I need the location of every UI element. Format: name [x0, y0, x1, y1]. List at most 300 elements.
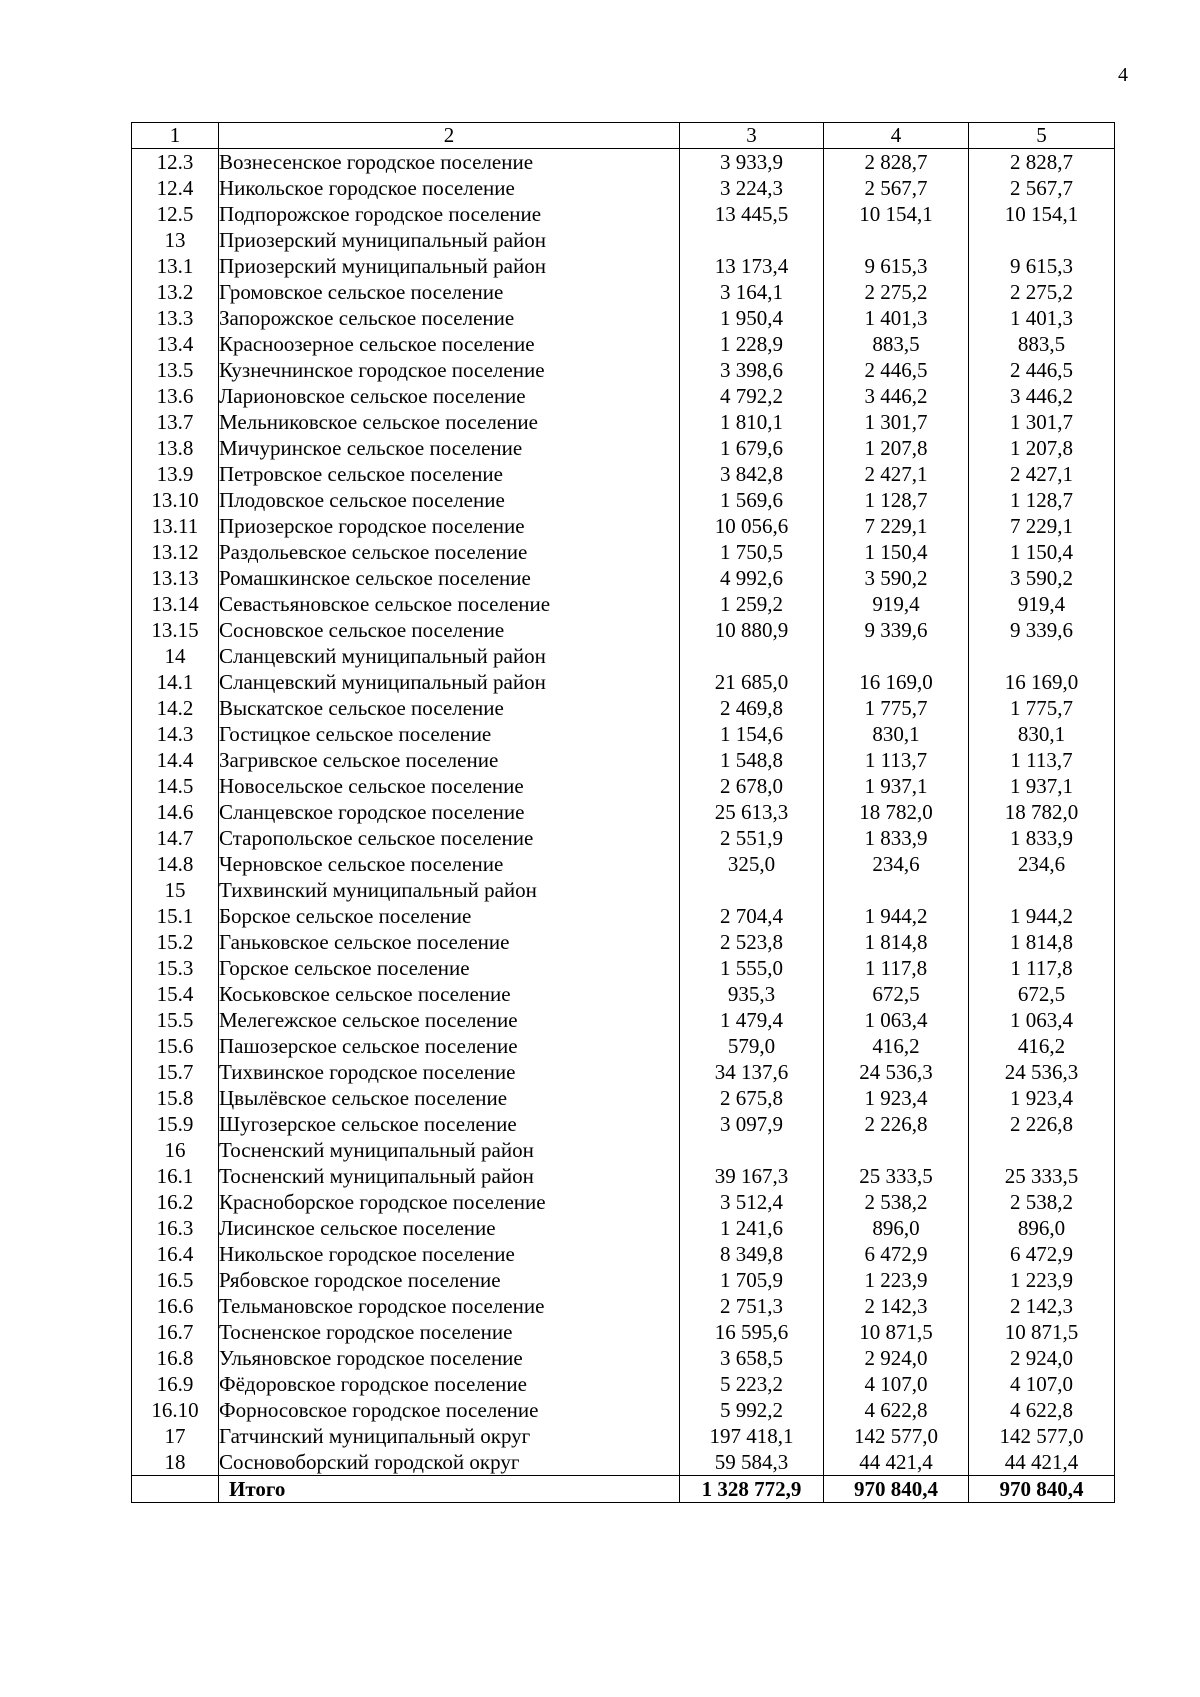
row-number: 13.4 — [132, 331, 219, 357]
value-col3: 3 164,1 — [680, 279, 824, 305]
value-col5: 10 154,1 — [969, 201, 1115, 227]
row-number: 15.9 — [132, 1111, 219, 1137]
value-col4: 4 622,8 — [824, 1397, 969, 1423]
settlement-name: Подпорожское городское поселение — [219, 201, 680, 227]
value-col5: 1 814,8 — [969, 929, 1115, 955]
table-header — [132, 123, 1115, 149]
row-number: 16.6 — [132, 1293, 219, 1319]
value-col3: 4 992,6 — [680, 565, 824, 591]
value-col5: 1 128,7 — [969, 487, 1115, 513]
value-col5: 1 113,7 — [969, 747, 1115, 773]
value-col5: 7 229,1 — [969, 513, 1115, 539]
table-row — [132, 1397, 1115, 1423]
value-col3: 13 445,5 — [680, 201, 824, 227]
value-col3: 1 750,5 — [680, 539, 824, 565]
row-number: 14.4 — [132, 747, 219, 773]
settlement-name: Ларионовское сельское поселение — [219, 383, 680, 409]
settlement-name: Сланцевский муниципальный район — [219, 669, 680, 695]
table-row — [132, 825, 1115, 851]
value-col4: 2 275,2 — [824, 279, 969, 305]
value-col4: 3 590,2 — [824, 565, 969, 591]
table-row — [132, 1163, 1115, 1189]
table-row — [132, 851, 1115, 877]
value-col3: 34 137,6 — [680, 1059, 824, 1085]
settlement-name: Тихвинское городское поселение — [219, 1059, 680, 1085]
settlement-name: Пашозерское сельское поселение — [219, 1033, 680, 1059]
value-col5 — [969, 227, 1115, 253]
row-number: 15.7 — [132, 1059, 219, 1085]
table-row — [132, 643, 1115, 669]
row-number: 14.7 — [132, 825, 219, 851]
row-number: 16.8 — [132, 1345, 219, 1371]
row-number: 15.6 — [132, 1033, 219, 1059]
row-number: 18 — [132, 1449, 219, 1476]
value-col4 — [824, 643, 969, 669]
value-col4: 1 063,4 — [824, 1007, 969, 1033]
value-col3: 5 223,2 — [680, 1371, 824, 1397]
value-col3: 3 097,9 — [680, 1111, 824, 1137]
value-col5: 1 775,7 — [969, 695, 1115, 721]
value-col5: 2 828,7 — [969, 149, 1115, 176]
settlement-name: Приозерский муниципальный район — [219, 227, 680, 253]
row-number: 15.1 — [132, 903, 219, 929]
settlement-name: Коськовское сельское поселение — [219, 981, 680, 1007]
row-number: 13.1 — [132, 253, 219, 279]
settlement-name: Плодовское сельское поселение — [219, 487, 680, 513]
value-col3: 21 685,0 — [680, 669, 824, 695]
value-col3: 1 548,8 — [680, 747, 824, 773]
value-col3 — [680, 877, 824, 903]
table-row — [132, 1215, 1115, 1241]
table-row — [132, 1423, 1115, 1449]
value-col4: 1 150,4 — [824, 539, 969, 565]
row-number: 15.4 — [132, 981, 219, 1007]
value-col4: 2 567,7 — [824, 175, 969, 201]
value-col3: 1 810,1 — [680, 409, 824, 435]
value-col4: 1 113,7 — [824, 747, 969, 773]
value-col4: 2 446,5 — [824, 357, 969, 383]
settlement-name: Загривское сельское поселение — [219, 747, 680, 773]
table-row — [132, 1241, 1115, 1267]
table-row — [132, 357, 1115, 383]
settlement-name: Фёдоровское городское поселение — [219, 1371, 680, 1397]
total-value-col3: 1 328 772,9 — [680, 1476, 824, 1503]
value-col3: 2 469,8 — [680, 695, 824, 721]
settlement-name: Тосненский муниципальный район — [219, 1163, 680, 1189]
value-col5: 2 226,8 — [969, 1111, 1115, 1137]
row-number: 14.5 — [132, 773, 219, 799]
value-col4: 2 226,8 — [824, 1111, 969, 1137]
value-col5 — [969, 1137, 1115, 1163]
value-col4: 1 401,3 — [824, 305, 969, 331]
row-number: 13.12 — [132, 539, 219, 565]
value-col4: 7 229,1 — [824, 513, 969, 539]
row-number: 14.2 — [132, 695, 219, 721]
value-col4: 10 871,5 — [824, 1319, 969, 1345]
value-col4: 142 577,0 — [824, 1423, 969, 1449]
table-row — [132, 201, 1115, 227]
value-col4: 9 615,3 — [824, 253, 969, 279]
value-col3: 10 056,6 — [680, 513, 824, 539]
settlement-name: Новосельское сельское поселение — [219, 773, 680, 799]
value-col5: 1 063,4 — [969, 1007, 1115, 1033]
settlement-name: Сланцевский муниципальный район — [219, 643, 680, 669]
table-row — [132, 903, 1115, 929]
settlement-name: Форносовское городское поселение — [219, 1397, 680, 1423]
value-col5: 1 923,4 — [969, 1085, 1115, 1111]
settlement-name: Выскатское сельское поселение — [219, 695, 680, 721]
row-number: 15.3 — [132, 955, 219, 981]
value-col4: 3 446,2 — [824, 383, 969, 409]
header-col-5: 5 — [969, 123, 1115, 149]
value-col3: 3 658,5 — [680, 1345, 824, 1371]
table-footer — [132, 1476, 1115, 1503]
table-row — [132, 409, 1115, 435]
total-row — [132, 1476, 1115, 1503]
header-col-4: 4 — [824, 123, 969, 149]
value-col5: 883,5 — [969, 331, 1115, 357]
row-number: 13.3 — [132, 305, 219, 331]
settlement-name: Никольское городское поселение — [219, 1241, 680, 1267]
table-row — [132, 981, 1115, 1007]
table-row — [132, 877, 1115, 903]
value-col3: 1 241,6 — [680, 1215, 824, 1241]
settlement-name: Гостицкое сельское поселение — [219, 721, 680, 747]
value-col5: 1 401,3 — [969, 305, 1115, 331]
table-row — [132, 591, 1115, 617]
value-col5: 2 427,1 — [969, 461, 1115, 487]
value-col5: 416,2 — [969, 1033, 1115, 1059]
row-number: 13.7 — [132, 409, 219, 435]
settlement-name: Борское сельское поселение — [219, 903, 680, 929]
table-row — [132, 1319, 1115, 1345]
budget-table — [131, 122, 1115, 1503]
row-number: 15.5 — [132, 1007, 219, 1033]
row-number: 12.3 — [132, 149, 219, 176]
row-number: 14 — [132, 643, 219, 669]
value-col4: 2 142,3 — [824, 1293, 969, 1319]
settlement-name: Тосненский муниципальный район — [219, 1137, 680, 1163]
value-col4: 1 301,7 — [824, 409, 969, 435]
value-col3: 1 259,2 — [680, 591, 824, 617]
total-number — [132, 1476, 219, 1503]
settlement-name: Горское сельское поселение — [219, 955, 680, 981]
value-col4: 416,2 — [824, 1033, 969, 1059]
value-col4: 883,5 — [824, 331, 969, 357]
row-number: 12.5 — [132, 201, 219, 227]
table-row — [132, 955, 1115, 981]
value-col5 — [969, 643, 1115, 669]
value-col3: 39 167,3 — [680, 1163, 824, 1189]
value-col4: 2 538,2 — [824, 1189, 969, 1215]
value-col4: 919,4 — [824, 591, 969, 617]
settlement-name: Цвылёвское сельское поселение — [219, 1085, 680, 1111]
value-col4: 2 427,1 — [824, 461, 969, 487]
value-col3: 25 613,3 — [680, 799, 824, 825]
table-row — [132, 669, 1115, 695]
table-row — [132, 331, 1115, 357]
table-body — [132, 149, 1115, 1476]
value-col4: 1 937,1 — [824, 773, 969, 799]
total-label: Итого — [219, 1476, 680, 1503]
row-number: 17 — [132, 1423, 219, 1449]
value-col4: 18 782,0 — [824, 799, 969, 825]
value-col3: 4 792,2 — [680, 383, 824, 409]
value-col5: 1 833,9 — [969, 825, 1115, 851]
settlement-name: Красноозерное сельское поселение — [219, 331, 680, 357]
settlement-name: Никольское городское поселение — [219, 175, 680, 201]
table-row — [132, 773, 1115, 799]
value-col3: 3 933,9 — [680, 149, 824, 176]
settlement-name: Запорожское сельское поселение — [219, 305, 680, 331]
settlement-name: Громовское сельское поселение — [219, 279, 680, 305]
table-row — [132, 539, 1115, 565]
value-col3: 2 704,4 — [680, 903, 824, 929]
value-col3: 1 679,6 — [680, 435, 824, 461]
value-col4: 830,1 — [824, 721, 969, 747]
value-col4: 9 339,6 — [824, 617, 969, 643]
row-number: 16.4 — [132, 1241, 219, 1267]
header-row — [132, 123, 1115, 149]
value-col4: 1 775,7 — [824, 695, 969, 721]
value-col5: 2 924,0 — [969, 1345, 1115, 1371]
row-number: 16.9 — [132, 1371, 219, 1397]
settlement-name: Лисинское сельское поселение — [219, 1215, 680, 1241]
value-col4: 24 536,3 — [824, 1059, 969, 1085]
settlement-name: Тельмановское городское поселение — [219, 1293, 680, 1319]
value-col5: 919,4 — [969, 591, 1115, 617]
settlement-name: Приозерское городское поселение — [219, 513, 680, 539]
value-col5: 234,6 — [969, 851, 1115, 877]
value-col4: 1 223,9 — [824, 1267, 969, 1293]
table-row — [132, 747, 1115, 773]
row-number: 15 — [132, 877, 219, 903]
table-row — [132, 435, 1115, 461]
value-col3: 2 678,0 — [680, 773, 824, 799]
table-row — [132, 1345, 1115, 1371]
value-col4: 1 833,9 — [824, 825, 969, 851]
table-row — [132, 1267, 1115, 1293]
value-col5: 44 421,4 — [969, 1449, 1115, 1476]
value-col5: 1 301,7 — [969, 409, 1115, 435]
value-col5: 2 567,7 — [969, 175, 1115, 201]
settlement-name: Тосненское городское поселение — [219, 1319, 680, 1345]
value-col3: 3 842,8 — [680, 461, 824, 487]
row-number: 13.2 — [132, 279, 219, 305]
row-number: 13 — [132, 227, 219, 253]
value-col5: 10 871,5 — [969, 1319, 1115, 1345]
value-col4: 10 154,1 — [824, 201, 969, 227]
table-row — [132, 695, 1115, 721]
row-number: 15.2 — [132, 929, 219, 955]
value-col4: 1 128,7 — [824, 487, 969, 513]
table-row — [132, 1059, 1115, 1085]
row-number: 13.8 — [132, 435, 219, 461]
table-row — [132, 565, 1115, 591]
row-number: 12.4 — [132, 175, 219, 201]
value-col3: 1 154,6 — [680, 721, 824, 747]
settlement-name: Вознесенское городское поселение — [219, 149, 680, 176]
table-row — [132, 487, 1115, 513]
value-col5: 1 207,8 — [969, 435, 1115, 461]
value-col5: 6 472,9 — [969, 1241, 1115, 1267]
value-col5: 2 142,3 — [969, 1293, 1115, 1319]
table-row — [132, 305, 1115, 331]
value-col3: 5 992,2 — [680, 1397, 824, 1423]
value-col4 — [824, 877, 969, 903]
value-col3: 3 512,4 — [680, 1189, 824, 1215]
row-number: 14.8 — [132, 851, 219, 877]
table-row — [132, 227, 1115, 253]
table-row — [132, 253, 1115, 279]
value-col3: 3 398,6 — [680, 357, 824, 383]
value-col5: 830,1 — [969, 721, 1115, 747]
value-col5: 1 117,8 — [969, 955, 1115, 981]
value-col5: 142 577,0 — [969, 1423, 1115, 1449]
row-number: 14.3 — [132, 721, 219, 747]
value-col4: 25 333,5 — [824, 1163, 969, 1189]
value-col5: 2 446,5 — [969, 357, 1115, 383]
row-number: 13.13 — [132, 565, 219, 591]
total-value-col5: 970 840,4 — [969, 1476, 1115, 1503]
row-number: 16.5 — [132, 1267, 219, 1293]
settlement-name: Рябовское городское поселение — [219, 1267, 680, 1293]
value-col5: 1 223,9 — [969, 1267, 1115, 1293]
row-number: 16.3 — [132, 1215, 219, 1241]
value-col3 — [680, 1137, 824, 1163]
value-col4: 1 207,8 — [824, 435, 969, 461]
value-col5: 24 536,3 — [969, 1059, 1115, 1085]
value-col5: 9 615,3 — [969, 253, 1115, 279]
value-col5: 672,5 — [969, 981, 1115, 1007]
table-row — [132, 383, 1115, 409]
row-number: 16.7 — [132, 1319, 219, 1345]
table-row — [132, 279, 1115, 305]
row-number: 13.14 — [132, 591, 219, 617]
value-col3: 2 675,8 — [680, 1085, 824, 1111]
settlement-name: Сосновоборский городской округ — [219, 1449, 680, 1476]
row-number: 16 — [132, 1137, 219, 1163]
table-row — [132, 461, 1115, 487]
settlement-name: Старопольское сельское поселение — [219, 825, 680, 851]
table-row — [132, 1189, 1115, 1215]
value-col3: 2 551,9 — [680, 825, 824, 851]
value-col5: 16 169,0 — [969, 669, 1115, 695]
table-row — [132, 1007, 1115, 1033]
value-col3: 325,0 — [680, 851, 824, 877]
row-number: 13.11 — [132, 513, 219, 539]
settlement-name: Ганьковское сельское поселение — [219, 929, 680, 955]
value-col5: 896,0 — [969, 1215, 1115, 1241]
value-col3: 13 173,4 — [680, 253, 824, 279]
settlement-name: Ромашкинское сельское поселение — [219, 565, 680, 591]
row-number: 16.10 — [132, 1397, 219, 1423]
value-col4: 1 814,8 — [824, 929, 969, 955]
table-row — [132, 149, 1115, 176]
value-col3: 8 349,8 — [680, 1241, 824, 1267]
table-row — [132, 175, 1115, 201]
value-col3: 2 523,8 — [680, 929, 824, 955]
settlement-name: Раздольевское сельское поселение — [219, 539, 680, 565]
row-number: 13.5 — [132, 357, 219, 383]
page-number: 4 — [1118, 64, 1128, 86]
settlement-name: Приозерский муниципальный район — [219, 253, 680, 279]
value-col3: 935,3 — [680, 981, 824, 1007]
value-col4: 1 923,4 — [824, 1085, 969, 1111]
settlement-name: Тихвинский муниципальный район — [219, 877, 680, 903]
value-col5: 18 782,0 — [969, 799, 1115, 825]
value-col4 — [824, 1137, 969, 1163]
table-row — [132, 1137, 1115, 1163]
row-number: 13.15 — [132, 617, 219, 643]
row-number: 16.2 — [132, 1189, 219, 1215]
row-number: 13.9 — [132, 461, 219, 487]
table-row — [132, 1085, 1115, 1111]
row-number: 13.10 — [132, 487, 219, 513]
table-row — [132, 617, 1115, 643]
settlement-name: Красноборское городское поселение — [219, 1189, 680, 1215]
table-row — [132, 1449, 1115, 1476]
table-row — [132, 799, 1115, 825]
header-col-1: 1 — [132, 123, 219, 149]
row-number: 16.1 — [132, 1163, 219, 1189]
table-row — [132, 513, 1115, 539]
value-col4: 2 828,7 — [824, 149, 969, 176]
row-number: 14.1 — [132, 669, 219, 695]
row-number: 15.8 — [132, 1085, 219, 1111]
header-col-2: 2 — [219, 123, 680, 149]
settlement-name: Шугозерское сельское поселение — [219, 1111, 680, 1137]
value-col3: 1 569,6 — [680, 487, 824, 513]
value-col5: 1 937,1 — [969, 773, 1115, 799]
value-col5: 4 622,8 — [969, 1397, 1115, 1423]
row-number: 13.6 — [132, 383, 219, 409]
table-row — [132, 1371, 1115, 1397]
settlement-name: Севастьяновское сельское поселение — [219, 591, 680, 617]
settlement-name: Ульяновское городское поселение — [219, 1345, 680, 1371]
value-col4 — [824, 227, 969, 253]
value-col3: 1 705,9 — [680, 1267, 824, 1293]
value-col3 — [680, 643, 824, 669]
value-col3: 1 228,9 — [680, 331, 824, 357]
value-col3: 59 584,3 — [680, 1449, 824, 1476]
value-col4: 16 169,0 — [824, 669, 969, 695]
value-col3: 579,0 — [680, 1033, 824, 1059]
value-col3 — [680, 227, 824, 253]
value-col3: 10 880,9 — [680, 617, 824, 643]
value-col4: 2 924,0 — [824, 1345, 969, 1371]
value-col5: 25 333,5 — [969, 1163, 1115, 1189]
value-col5: 4 107,0 — [969, 1371, 1115, 1397]
value-col3: 197 418,1 — [680, 1423, 824, 1449]
settlement-name: Черновское сельское поселение — [219, 851, 680, 877]
settlement-name: Сосновское сельское поселение — [219, 617, 680, 643]
settlement-name: Сланцевское городское поселение — [219, 799, 680, 825]
value-col5: 9 339,6 — [969, 617, 1115, 643]
table-row — [132, 1033, 1115, 1059]
value-col4: 896,0 — [824, 1215, 969, 1241]
table-row — [132, 929, 1115, 955]
settlement-name: Гатчинский муниципальный округ — [219, 1423, 680, 1449]
value-col3: 16 595,6 — [680, 1319, 824, 1345]
settlement-name: Петровское сельское поселение — [219, 461, 680, 487]
value-col3: 1 479,4 — [680, 1007, 824, 1033]
row-number: 14.6 — [132, 799, 219, 825]
settlement-name: Мелегежское сельское поселение — [219, 1007, 680, 1033]
settlement-name: Мичуринское сельское поселение — [219, 435, 680, 461]
value-col3: 1 950,4 — [680, 305, 824, 331]
value-col3: 2 751,3 — [680, 1293, 824, 1319]
